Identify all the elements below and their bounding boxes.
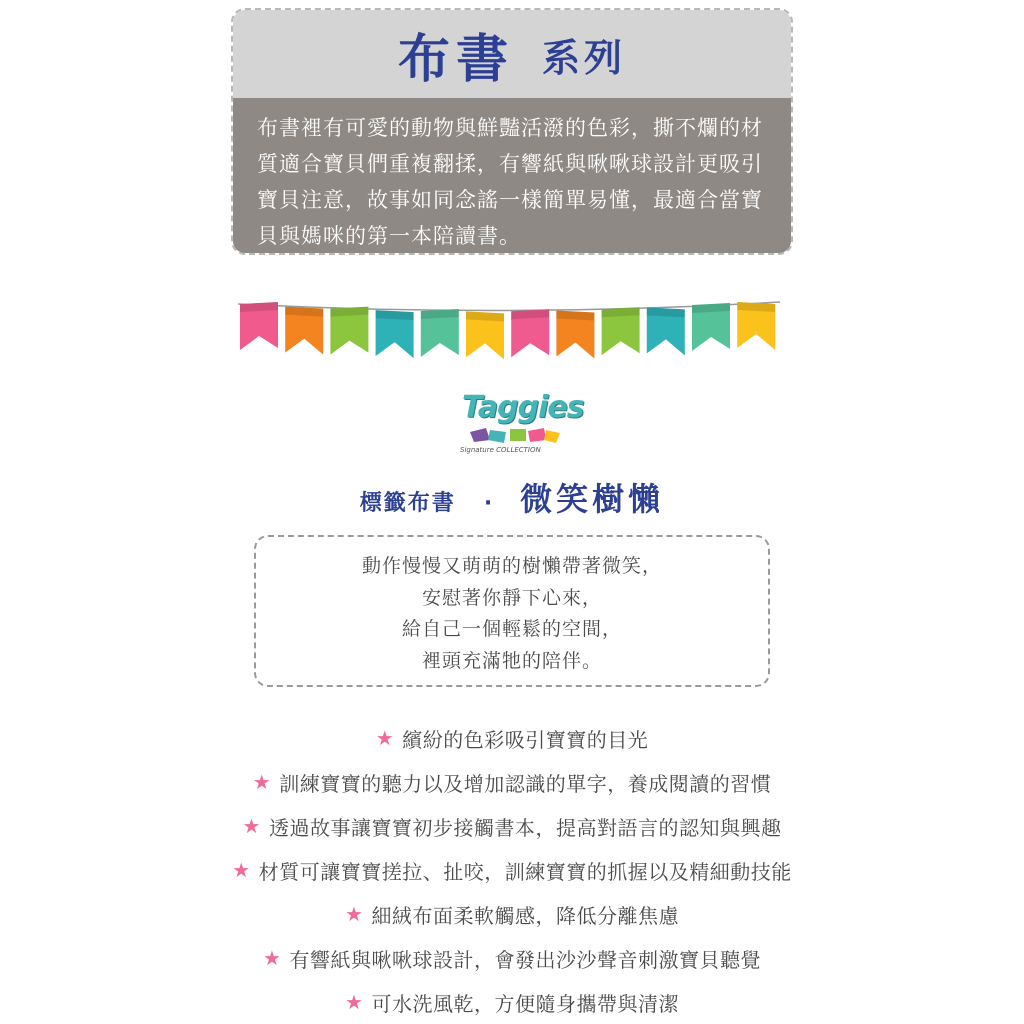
star-icon: ★ <box>345 902 364 926</box>
series-title: 布書 <box>397 29 514 90</box>
book-title-name: 微笑樹懶 <box>520 480 665 518</box>
feature-text: 透過故事讓寶寶初步接觸書本，提高對語言的認知與興趣 <box>268 815 782 840</box>
feature-list <box>0 716 1024 1024</box>
feature-item <box>0 716 1024 760</box>
star-icon: ★ <box>345 990 364 1014</box>
bunting-banner <box>236 296 782 366</box>
description-line: 動作慢慢又萌萌的樹懶帶著微笑， <box>361 555 662 577</box>
feature-text: 材質可讓寶寶搓拉、扯咬，訓練寶寶的抓握以及精細動技能 <box>258 859 792 884</box>
series-description-line: 貝與媽咪的第一本陪讀書。 <box>257 224 521 248</box>
series-subtitle: 系列 <box>542 35 627 80</box>
description-line: 裡頭充滿牠的陪伴。 <box>421 649 602 672</box>
book-title <box>0 474 1024 520</box>
feature-item <box>0 804 1024 848</box>
series-description-line: 質適合寶貝們重複翻揉，有響紙與啾啾球設計更吸引 <box>257 152 763 176</box>
feature-item <box>0 936 1024 980</box>
star-icon: ★ <box>232 858 251 882</box>
book-title-prefix: 標籤布書 <box>359 491 456 516</box>
series-description-line: 布書裡有可愛的動物與鮮豔活潑的色彩，撕不爛的材 <box>257 116 763 140</box>
feature-text: 有響紙與啾啾球設計，會發出沙沙聲音刺激寶貝聽覺 <box>289 947 761 972</box>
feature-item <box>0 980 1024 1024</box>
feature-text: 可水洗風乾，方便隨身攜帶與清潔 <box>371 991 679 1016</box>
feature-text: 繽紛的色彩吸引寶寶的目光 <box>402 727 649 752</box>
feature-item <box>0 760 1024 804</box>
logo-tagline: Signature COLLECTION <box>460 446 541 454</box>
description-line: 安慰著你靜下心來， <box>421 586 602 609</box>
logo-wordmark: Taggies <box>462 390 584 425</box>
series-description-line: 寶貝注意，故事如同念謠一樣簡單易懂，最適合當寶 <box>257 188 763 212</box>
feature-item <box>0 848 1024 892</box>
feature-text: 細絨布面柔軟觸感，降低分離焦慮 <box>371 903 679 928</box>
star-icon: ★ <box>242 814 261 838</box>
taggies-logo <box>456 390 584 460</box>
star-icon: ★ <box>252 770 272 794</box>
logo-tags-icon <box>466 426 562 444</box>
series-title-band <box>233 10 791 98</box>
description-line: 給自己一個輕鬆的空間， <box>401 618 622 640</box>
series-card <box>231 8 793 255</box>
star-icon: ★ <box>263 946 282 970</box>
book-title-separator: · <box>483 491 493 516</box>
feature-text: 訓練寶寶的聽力以及增加認識的單字，養成閱讀的習慣 <box>279 771 772 796</box>
star-icon: ★ <box>375 726 395 750</box>
series-description <box>233 98 791 255</box>
book-description-box <box>254 535 770 687</box>
feature-item <box>0 892 1024 936</box>
